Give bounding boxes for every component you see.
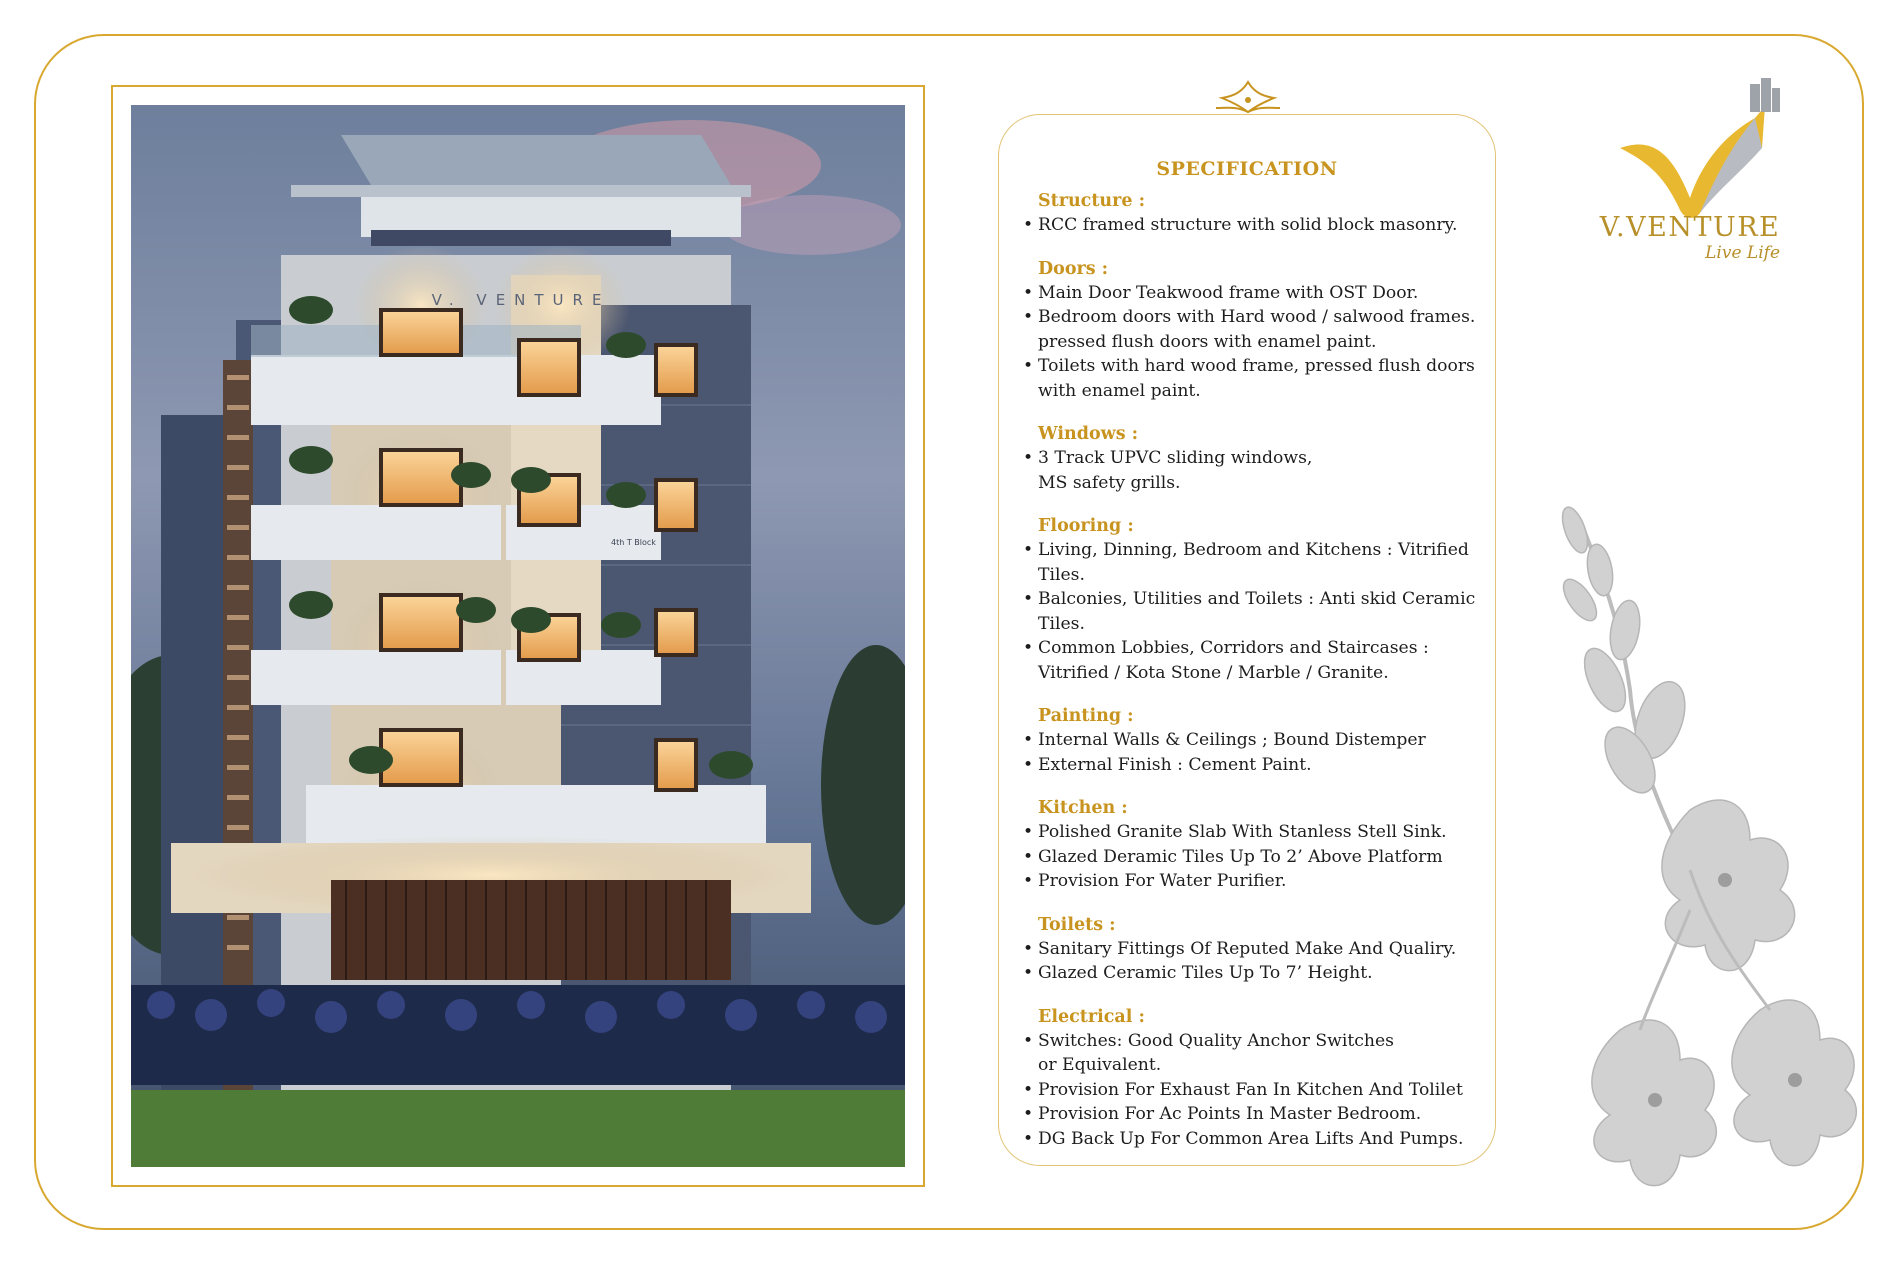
spec-section-kitchen [1023,797,1493,894]
orchid-decoration-icon [1520,490,1870,1240]
spec-section-structure [1023,190,1493,238]
specification-list [1023,190,1493,1171]
spec-heading: Kitchen : [1038,798,1128,818]
spec-item: • 3 Track UPVC sliding windows, MS safety grills. [1023,446,1338,495]
block-label: 4th T Block [611,538,656,547]
spec-item: • DG Back Up For Common Area Lifts And Pumps. [1023,1127,1493,1152]
spec-item: • Glazed Deramic Tiles Up To 2’ Above Platform [1023,845,1493,870]
spec-heading: Toilets : [1038,914,1116,935]
spec-item: • Living, Dinning, Bedroom and Kitchens : Vitrified Tiles. [1023,538,1493,587]
spec-heading: Painting : [1038,706,1134,726]
spec-item: • Glazed Ceramic Tiles Up To 7’ Height. [1023,961,1493,986]
spec-section-painting [1023,705,1493,777]
spec-section-doors [1023,258,1493,404]
spec-item: • Toilets with hard wood frame, pressed flush doors with enamel paint. [1023,354,1493,403]
spec-item: • Switches: Good Quality Anchor Switches or Equivalent. [1023,1029,1398,1078]
ornament-icon [1212,78,1284,114]
building-render [131,105,905,1167]
spec-heading: Flooring : [1038,516,1134,536]
spec-item: • RCC framed structure with solid block masonry. [1023,213,1493,238]
spec-item: • Provision For Water Purifier. [1023,869,1493,894]
spec-item: • Provision For Ac Points In Master Bedroom. [1023,1102,1493,1127]
spec-item: • Main Door Teakwood frame with OST Door. [1023,281,1493,306]
spec-heading: Doors : [1038,258,1109,279]
spec-heading: Electrical : [1038,1006,1145,1027]
spec-item: • Provision For Exhaust Fan In Kitchen And Tolilet [1023,1078,1493,1103]
brand-tagline: Live Life [1705,243,1780,263]
spec-item: • Common Lobbies, Corridors and Staircases : Vitrified / Kota Stone / Marble / Granite. [1023,636,1493,685]
building-photo-frame [111,85,925,1187]
spec-heading: Structure : [1038,191,1146,211]
building-signage: V. VENTURE [431,291,611,309]
spec-section-flooring [1023,515,1493,685]
spec-item: • Balconies, Utilities and Toilets : Anti skid Ceramic Tiles. [1023,587,1493,636]
spec-item: • Sanitary Fittings Of Reputed Make And Qualiry. [1023,937,1493,962]
spec-section-windows [1023,423,1493,495]
spec-item: • Bedroom doors with Hard wood / salwood frames. pressed flush doors with enamel paint. [1023,305,1493,354]
spec-section-toilets [1023,914,1493,986]
spec-item: • Polished Granite Slab With Stanless Stell Sink. [1023,820,1493,845]
spec-item: • Internal Walls & Ceilings ; Bound Distemper [1023,728,1493,753]
spec-item: • External Finish : Cement Paint. [1023,753,1493,778]
brand-name: V.VENTURE [1599,212,1781,243]
spec-heading: Windows : [1038,424,1139,444]
specification-title: SPECIFICATION [1156,158,1338,180]
spec-section-electrical [1023,1006,1493,1152]
